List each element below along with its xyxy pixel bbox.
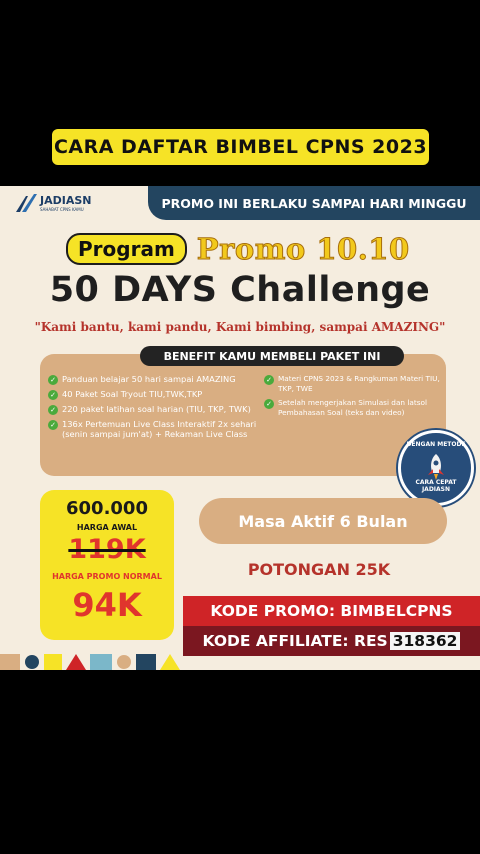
affiliate-code-number: 318362 (390, 632, 461, 650)
badge-top-text: DENGAN METODE (406, 441, 466, 448)
promo-validity-bar: PROMO INI BERLAKU SAMPAI HARI MINGGU (148, 186, 480, 220)
affiliate-code-label: KODE AFFILIATE: RES (202, 632, 388, 650)
jadiasn-logo (14, 192, 91, 214)
tagline: "Kami bantu, kami pandu, Kami bimbing, sampai AMAZING" (34, 320, 446, 334)
final-price: 94K (72, 586, 142, 624)
check-icon: ✓ (48, 420, 58, 430)
promo-title: Promo 10.10 (196, 232, 410, 266)
affiliate-code-bar (183, 626, 480, 656)
normal-price: 119K (68, 534, 146, 565)
check-icon: ✓ (264, 399, 274, 409)
discount-text: POTONGAN 25K (247, 560, 391, 579)
benefit-list-left (48, 374, 258, 443)
check-icon: ✓ (48, 375, 58, 385)
benefit-list-right (264, 374, 440, 422)
logo-tagline: SAHABAT CPNS KAMU (40, 207, 84, 212)
logo-wing-icon (14, 192, 40, 214)
check-icon: ✓ (264, 375, 274, 385)
promo-code-bar: KODE PROMO: BIMBELCPNS (183, 596, 480, 626)
benefit-box (40, 349, 446, 476)
original-price: 600.000 (66, 498, 148, 519)
benefit-item: ✓ Materi CPNS 2023 & Rangkuman Materi TIU, TKP, TWE (264, 374, 440, 394)
challenge-title: 50 DAYS Challenge (49, 270, 431, 310)
benefit-header: BENEFIT KAMU MEMBELI PAKET INI (140, 346, 404, 366)
normal-price-label: HARGA PROMO NORMAL (52, 572, 162, 581)
benefit-item: ✓ 40 Paket Soal Tryout TIU,TWK,TKP (48, 389, 258, 400)
promo-poster (0, 186, 480, 670)
badge-bottom-text: CARA CEPAT JADIASN (415, 479, 457, 493)
method-badge (398, 430, 474, 506)
benefit-item: ✓ 220 paket latihan soal harian (TIU, TKP, TWK) (48, 404, 258, 415)
benefit-item: ✓ Setelah mengerjakan Simulasi dan latsol Pembahasan Soal (teks dan video) (264, 398, 440, 418)
program-label: Program (66, 233, 187, 265)
check-icon: ✓ (48, 390, 58, 400)
benefit-item: ✓ 136x Pertemuan Live Class Interaktif 2x sehari (senin sampai jum'at) + Rekaman Live Class (48, 419, 258, 439)
rocket-icon (424, 453, 448, 481)
program-row (66, 232, 410, 266)
price-box (40, 490, 174, 640)
decorative-pattern (0, 654, 480, 670)
active-period-pill: Masa Aktif 6 Bulan (199, 498, 447, 544)
benefit-item: ✓ Panduan belajar 50 hari sampai AMAZING (48, 374, 258, 385)
check-icon: ✓ (48, 405, 58, 415)
logo-name: JADIASN (40, 194, 92, 207)
title-banner: CARA DAFTAR BIMBEL CPNS 2023 (52, 129, 429, 165)
original-price-label: HARGA AWAL (76, 523, 138, 532)
